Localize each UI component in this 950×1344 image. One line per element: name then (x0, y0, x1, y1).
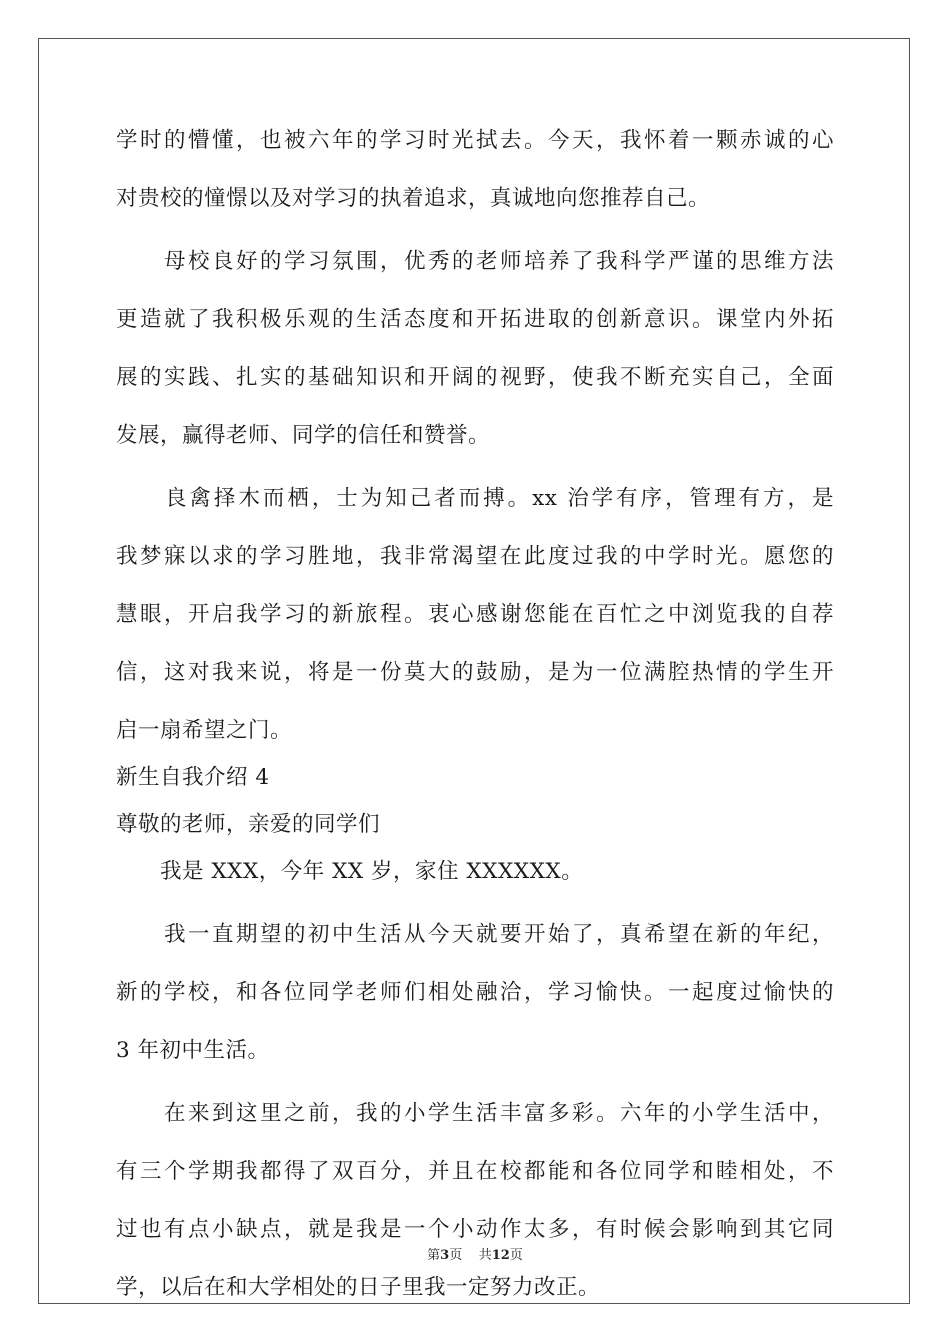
text-line: 新的学校，和各位同学老师们相处融洽，学习愉快。一起度过愉快的 (116, 980, 834, 1005)
text-line: 学，以后在和大学相处的日子里我一定努力改正。 (116, 1275, 601, 1300)
page-suffix: 页 (449, 1248, 463, 1263)
text-line: 有三个学期我都得了双百分，并且在校都能和各位同学和睦相处，不 (116, 1159, 834, 1184)
paragraph-start: 在来到这里之前，我的小学生活丰富多彩。六年的小学生活中， (116, 1101, 834, 1126)
paragraph-start: 我是 XXX，今年 XX 岁，家住 XXXXXX。 (116, 859, 584, 884)
page-prefix: 第 (427, 1248, 441, 1263)
text-line: 学时的懵懂，也被六年的学习时光拭去。今天，我怀着一颗赤诚的心 (116, 128, 834, 153)
page-number: 3 (440, 1248, 450, 1263)
text-line: 信，这对我来说，将是一份莫大的鼓励，是为一位满腔热情的学生开 (116, 660, 834, 685)
paragraph-start: 我一直期望的初中生活从今天就要开始了，真希望在新的年纪， (116, 922, 834, 947)
salutation: 尊敬的老师，亲爱的同学们 (116, 812, 381, 837)
paragraph-start: 母校良好的学习氛围，优秀的老师培养了我科学严谨的思维方法 (116, 249, 834, 274)
page-footer (0, 1247, 950, 1265)
text-line: 我梦寐以求的学习胜地，我非常渴望在此度过我的中学时光。愿您的 (116, 544, 834, 569)
text-line: 3 年初中生活。 (116, 1038, 270, 1063)
section-heading: 新生自我介绍 4 (116, 765, 270, 790)
text-line: 对贵校的憧憬以及对学习的执着追求，真诚地向您推荐自己。 (116, 186, 711, 211)
text-line: 展的实践、扎实的基础知识和开阔的视野，使我不断充实自己，全面 (116, 365, 834, 390)
text-line: 更造就了我积极乐观的生活态度和开拓进取的创新意识。课堂内外拓 (116, 307, 834, 332)
total-suffix: 页 (509, 1248, 523, 1263)
text-line: 慧眼，开启我学习的新旅程。衷心感谢您能在百忙之中浏览我的自荐 (116, 602, 834, 627)
text-line: 启一扇希望之门。 (116, 718, 293, 743)
text-line: 过也有点小缺点，就是我是一个小动作太多，有时候会影响到其它同 (116, 1217, 834, 1242)
text-line: 发展，赢得老师、同学的信任和赞誉。 (116, 423, 491, 448)
total-pages: 12 (491, 1248, 510, 1263)
total-prefix: 共 (478, 1248, 492, 1263)
paragraph-start: 良禽择木而栖，士为知己者而搏。xx 治学有序，管理有方，是 (116, 486, 834, 511)
